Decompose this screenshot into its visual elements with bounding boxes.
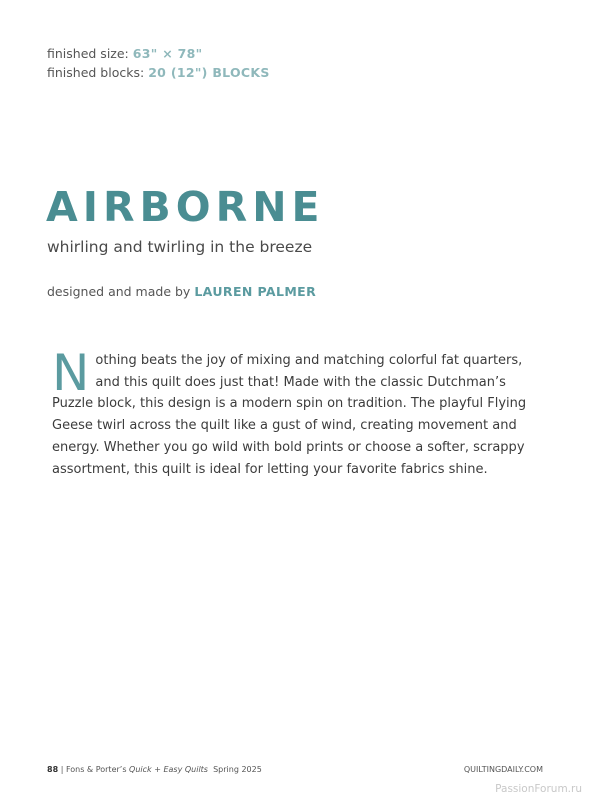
pattern-subtitle: whirling and twirling in the breeze (47, 238, 313, 256)
finished-blocks-value: 20 (12") BLOCKS (148, 65, 270, 80)
finished-size (47, 44, 270, 63)
drop-cap: N (52, 344, 90, 402)
designer-byline (47, 284, 316, 299)
page-number: 88 (47, 765, 59, 774)
publisher-name: Fons & Porter’s (65, 765, 127, 774)
byline-prefix: designed and made by (47, 284, 191, 299)
magazine-name: Quick + Easy Quilts (129, 765, 208, 774)
watermark: PassionForum.ru (495, 783, 582, 795)
designer-name: LAUREN PALMER (194, 284, 317, 299)
pattern-title: AIRBORNE (46, 183, 325, 231)
intro-paragraph (52, 344, 547, 480)
intro-text: othing beats the joy of mixing and matching colorful fat quarters, and this quilt does just that! Made with the classic Dutchman’s Puzzle block, this design is a modern spin on tradition. The playful Flying Geese twirl across the quilt like a gust of wind, creating movement and energy. Whether you go wild with bold prints or choose a softer, scrappy assortment, this quilt is ideal for letting your favorite fabrics shine. (52, 353, 527, 477)
footer-left (47, 765, 262, 774)
finished-blocks-label: finished blocks: (47, 65, 145, 80)
website-url[interactable]: QUILTINGDAILY.COM (463, 765, 543, 774)
finished-blocks (47, 63, 270, 82)
footer-separator: | (60, 765, 64, 774)
finished-size-label: finished size: (47, 46, 129, 61)
finished-size-value: 63" × 78" (132, 46, 203, 61)
page-footer (47, 765, 543, 774)
issue-date: Spring 2025 (213, 765, 262, 774)
quilt-specs (47, 44, 270, 82)
